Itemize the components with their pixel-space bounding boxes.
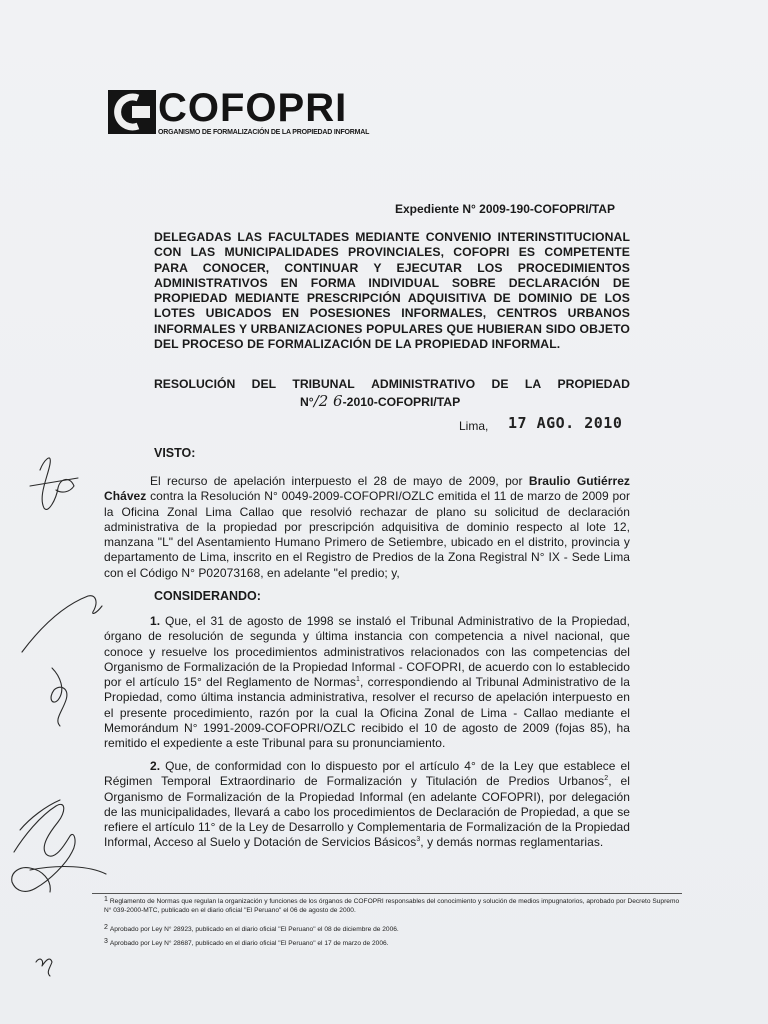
footnote-ref: 2 [604,775,609,783]
resolution-word: LA [524,377,542,391]
resolution-title [154,377,630,391]
considerando-paragraph-1 [104,614,630,752]
footnote-text: Aprobado por Ley N° 28687, publicado en el diario oficial "El Peruano" el 17 de marzo de 2006. [109,940,389,947]
footnote-2 [104,925,684,934]
paragraph-text: Que, el 31 de agosto de 1998 se instaló el Tribunal Administrativo de la Propiedad, órgano de resolución de segunda y última instancia con competencia a nivel nacional, que conoce y resuelve los procedimientos administrativos relacionados con las competencias del Organismo de Formalización de la Propiedad Informal - COFOPRI, de acuerdo con lo establecido por el artículo 15° del Reglamento de Normas [104,614,630,690]
resolution-number-suffix: -2010-COFOPRI/TAP [342,395,461,409]
visto-text-before: El recurso de apelación interpuesto el 28 de mayo de 2009, por [150,474,529,488]
file-number: Expediente N° 2009-190-COFOPRI/TAP [395,202,615,216]
initials-mark [30,478,78,486]
logo-subtitle: ORGANISMO DE FORMALIZACIÓN DE LA PROPIEDAD INFORMAL [158,129,370,136]
footnote-3 [104,939,684,948]
footnote-text: Aprobado por Ley N° 28923, publicado en el diario oficial "El Peruano" el 08 de diciembre de 2006. [109,926,399,933]
resolution-word: TRIBUNAL [292,377,355,391]
resolution-word: PROPIEDAD [557,377,630,391]
signature-mark [12,804,75,892]
footnote-number: 2 [104,924,108,931]
resolution-word: DEL [251,377,277,391]
place-label: Lima, [459,419,489,433]
resolution-number [300,392,460,410]
footnote-number: 1 [104,896,108,903]
cofopri-logo [108,88,378,138]
visto-paragraph [104,474,630,581]
signature-mark [20,800,60,830]
appellant-name: Braulio Gutiérrez Chávez [104,474,630,504]
summary-heading: DELEGADAS LAS FACULTADES MEDIANTE CONVENIO INTERINSTITUCIONAL CON LAS MUNICIPALIDADES PROVINCIALES, COFOPRI ES COMPETENTE PARA CONOCER, CONTINUAR Y EJECUTAR LOS PROCEDIMIENTOS ADMINISTRATIVOS EN FORMA INDIVIDUAL SOBRE DECLARACIÓN DE PROPIEDAD MEDIANTE PRESCRIPCIÓN ADQUISITIVA DE DOMINIO DE LOS LOTES UBICADOS EN POSESIONES INFORMALES, CENTROS URBANOS INFORMALES Y URBANIZACIONES POPULARES QUE HUBIERAN SIDO OBJETO DEL PROCESO DE FORMALIZACIÓN DE LA PROPIEDAD INFORMAL. [154,230,630,352]
date-stamp: 17 AGO. 2010 [508,414,623,432]
initials-mark [51,668,67,726]
paragraph-text: , y demás normas reglamentarias. [420,835,604,850]
resolution-word: ADMINISTRATIVO [371,377,476,391]
cofopri-logo-icon [108,90,156,134]
footnote-ref: 1 [356,676,360,684]
logo-wordmark: COFOPRI [158,86,348,130]
initials-mark [40,458,74,509]
considerando-heading: CONSIDERANDO: [154,589,261,603]
resolution-word: DE [491,377,509,391]
paragraph-number: 1. [150,614,161,628]
signature-mark [22,596,102,652]
initials-mark [36,959,52,976]
footnote-text: Reglamento de Normas que regulan la organización y funciones de los órganos de COFOPRI responsables del conocimiento y solución de medios impugnatorios, aprobado por Decreto Supremo N° 039-2000-MTC, publicado en el diario oficial "El Peruano" el 06 de agosto de 2000. [104,898,680,914]
footnote-number: 3 [104,938,108,945]
paragraph-number: 2. [150,759,161,773]
resolution-number-handwritten: /2 6 [313,392,343,410]
visto-text-after: contra la Resolución N° 0049-2009-COFOPRI/OZLC emitida el 11 de marzo de 2009 por la Oficina Zonal Lima Callao que resolvió rechazar de plano su solicitud de declaración administrativa de la propiedad por prescripción adquisitiva de dominio respecto al lote 12, manzana "L" del Asentamiento Humano Primero de Setiembre, ubicado en el distrito, provincia y departamento de Lima, inscrito en el Registro de Predios de la Zona Registral N° IX - Sede Lima con el Código N° P02073168, en adelante "el predio; y, [104,489,630,580]
considerando-paragraph-2 [104,759,630,851]
resolution-number-prefix: N° [300,395,314,409]
paragraph-text: , correspondiendo al Tribunal Administrativo de la Propiedad, como última instancia administrativa, resolver el recurso de apelación interpuesto en el presente procedimiento, razón por la cual la Oficina Zonal de Lima - Callao mediante el Memorándum N° 1991-2009-COFOPRI/OZLC recibido el 10 de agosto de 2009 (fojas 85), ha remitido el expediente a este Tribunal para su pronunciamiento. [104,675,630,751]
footnote-1 [104,897,684,915]
signature-mark [30,867,106,874]
footnote-divider [92,893,682,894]
paragraph-text: , el Organismo de Formalización de la Propiedad Informal (en adelante COFOPRI), por delegación de las municipalidades, llevará a cabo los procedimientos de Declaración de Propiedad, a que se refiere el artículo 11° de la Ley de Desarrollo y Complementaria de Formalización de la Propiedad Informal, Acceso al Suelo y Dotación de Servicios Básicos [104,774,630,850]
paragraph-text: Que, de conformidad con lo dispuesto por el artículo 4° de la Ley que establece el Régimen Temporal Extraordinario de Formalización y Titulación de Predios Urbanos [104,759,630,789]
footnote-ref: 3 [416,836,421,844]
visto-heading: VISTO: [154,446,196,460]
resolution-word: RESOLUCIÓN [154,377,236,391]
